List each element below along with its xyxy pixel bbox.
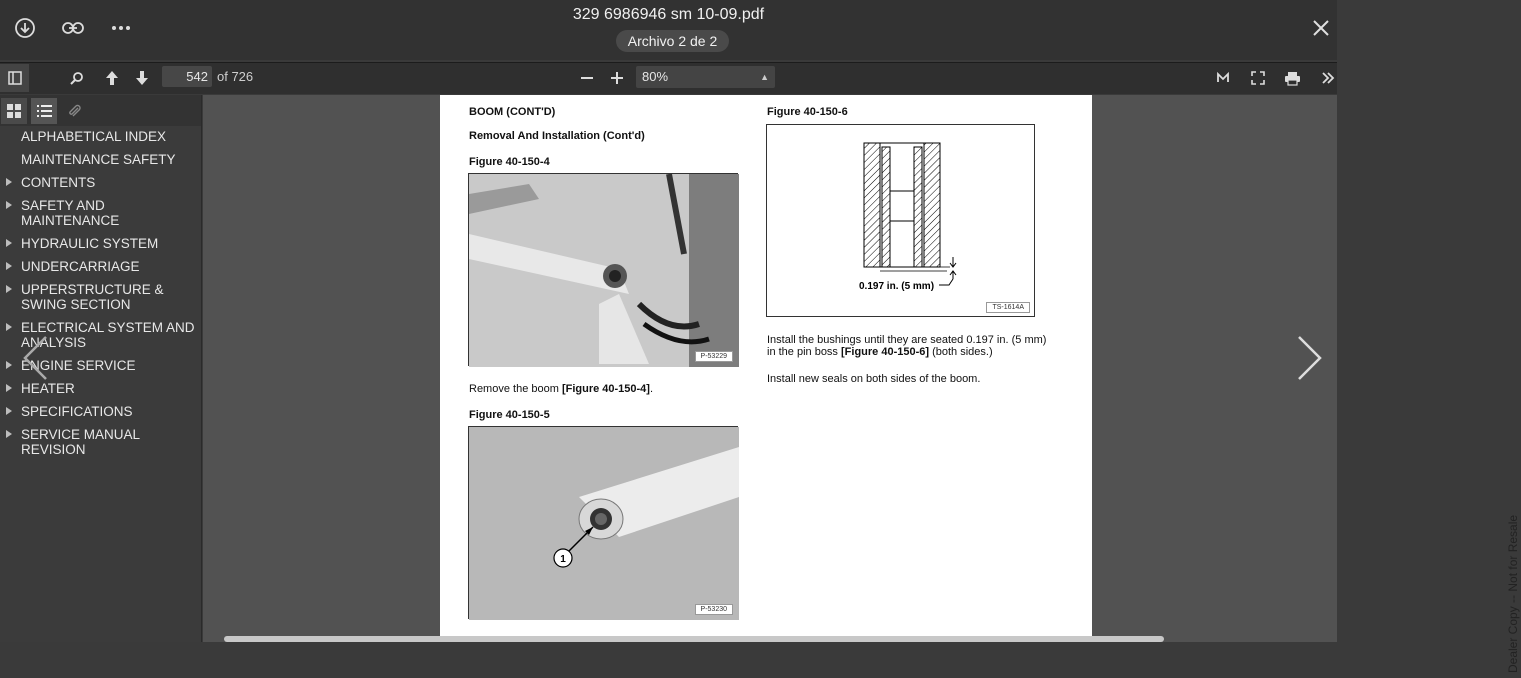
- install-line: Install the bushings until they are seated 0.197 in. (5 mm): [767, 334, 1047, 346]
- watermark: [1505, 503, 1521, 673]
- boom-photo-illustration: [469, 174, 739, 367]
- horizontal-scrollbar[interactable]: [224, 636, 1164, 642]
- zoom-out-icon[interactable]: [578, 66, 596, 90]
- figure-caption: Figure 40-150-4: [469, 156, 550, 168]
- page-subheading: Removal And Installation (Cont'd): [469, 130, 645, 142]
- bushing-diagram: [766, 124, 1035, 317]
- outline-item-label: CONTENTS: [21, 175, 96, 190]
- expand-triangle-icon[interactable]: [6, 384, 12, 392]
- install-line: in the pin boss: [767, 346, 841, 358]
- expand-triangle-icon[interactable]: [6, 262, 12, 270]
- expand-triangle-icon[interactable]: [6, 361, 12, 369]
- figure-caption: Figure 40-150-6: [767, 106, 848, 118]
- figure-reference: [Figure 40-150-6]: [841, 346, 930, 358]
- page-number-input[interactable]: [162, 66, 212, 87]
- diagram-reference-tag: TS-1614A: [986, 302, 1030, 313]
- outline-item-label: MAINTENANCE SAFETY: [21, 152, 176, 167]
- install-bushings-text: [767, 334, 1046, 358]
- remove-text-end: .: [649, 383, 654, 395]
- presentation-mode-icon[interactable]: [1214, 66, 1232, 90]
- outline-item-label: UPPERSTRUCTURE & SWING SECTION: [21, 282, 164, 312]
- outline-item-label: ENGINE SERVICE: [21, 358, 136, 373]
- outline-item-label: ELECTRICAL SYSTEM AND ANALYSIS: [21, 320, 195, 350]
- next-page-icon[interactable]: [131, 66, 153, 90]
- outline-item-label: SPECIFICATIONS: [21, 404, 133, 419]
- page-count: of 726: [217, 69, 254, 84]
- close-icon[interactable]: [1308, 15, 1334, 41]
- photo-reference-tag: P-53229: [695, 351, 733, 362]
- photo-reference-tag: P-53230: [695, 604, 733, 615]
- bushing-cross-section: [767, 125, 1036, 318]
- outline-item-label: SERVICE MANUAL REVISION: [21, 427, 140, 457]
- expand-triangle-icon[interactable]: [6, 407, 12, 415]
- page-heading: BOOM (CONT'D): [469, 106, 556, 118]
- previous-page-icon[interactable]: [101, 66, 123, 90]
- remove-text: Remove the boom: [469, 383, 562, 395]
- remove-boom-text: [469, 383, 653, 395]
- title-bar: [0, 0, 1337, 60]
- attachments-tab-icon[interactable]: [61, 98, 87, 124]
- figure-caption: Figure 40-150-5: [469, 409, 550, 421]
- outline-item-label: ALPHABETICAL INDEX: [21, 129, 167, 144]
- boom-pin-photo-illustration: [469, 427, 739, 620]
- expand-triangle-icon[interactable]: [6, 178, 12, 186]
- print-icon[interactable]: [1281, 66, 1303, 90]
- chevron-updown-icon: ▲: [760, 72, 769, 82]
- zoom-select[interactable]: [636, 66, 775, 88]
- thumbnails-tab-icon[interactable]: [1, 98, 27, 124]
- outline-item-label: HYDRAULIC SYSTEM: [21, 236, 159, 251]
- outline-tab-icon[interactable]: [31, 98, 57, 124]
- figure-photo-boom-removal: [468, 173, 738, 366]
- expand-triangle-icon[interactable]: [6, 285, 12, 293]
- expand-triangle-icon[interactable]: [6, 430, 12, 438]
- expand-triangle-icon[interactable]: [6, 201, 12, 209]
- previous-file-arrow-icon[interactable]: [22, 335, 48, 386]
- document-title: 329 6986946 sm 10-09.pdf: [572, 6, 765, 23]
- install-line-end: (both sides.): [929, 346, 993, 358]
- figure-reference: [Figure 40-150-4]: [561, 383, 650, 395]
- expand-triangle-icon[interactable]: [6, 323, 12, 331]
- callout-number: 1: [560, 554, 566, 565]
- watermark-text: Dealer Copy -- Not for Resale: [1506, 514, 1520, 673]
- outline-item-label: HEATER: [21, 381, 75, 396]
- expand-triangle-icon[interactable]: [6, 239, 12, 247]
- install-seals-text: Install new seals on both sides of the boom.: [767, 373, 981, 385]
- more-tools-icon[interactable]: [1320, 66, 1336, 90]
- sidebar-tabs: [0, 95, 201, 126]
- figure-photo-boom-pin: [468, 426, 738, 619]
- outline-item-label: SAFETY AND MAINTENANCE: [21, 198, 120, 228]
- dimension-label: 0.197 in. (5 mm): [859, 281, 935, 292]
- outline-item-label: UNDERCARRIAGE: [21, 259, 140, 274]
- next-file-arrow-icon[interactable]: [1297, 335, 1323, 386]
- fullscreen-icon[interactable]: [1248, 66, 1268, 90]
- zoom-in-icon[interactable]: [608, 66, 626, 90]
- search-icon[interactable]: [66, 66, 88, 90]
- sidebar-toggle-icon[interactable]: [0, 64, 29, 92]
- file-counter-badge: Archivo 2 de 2: [616, 30, 729, 52]
- zoom-value: 80%: [642, 69, 669, 84]
